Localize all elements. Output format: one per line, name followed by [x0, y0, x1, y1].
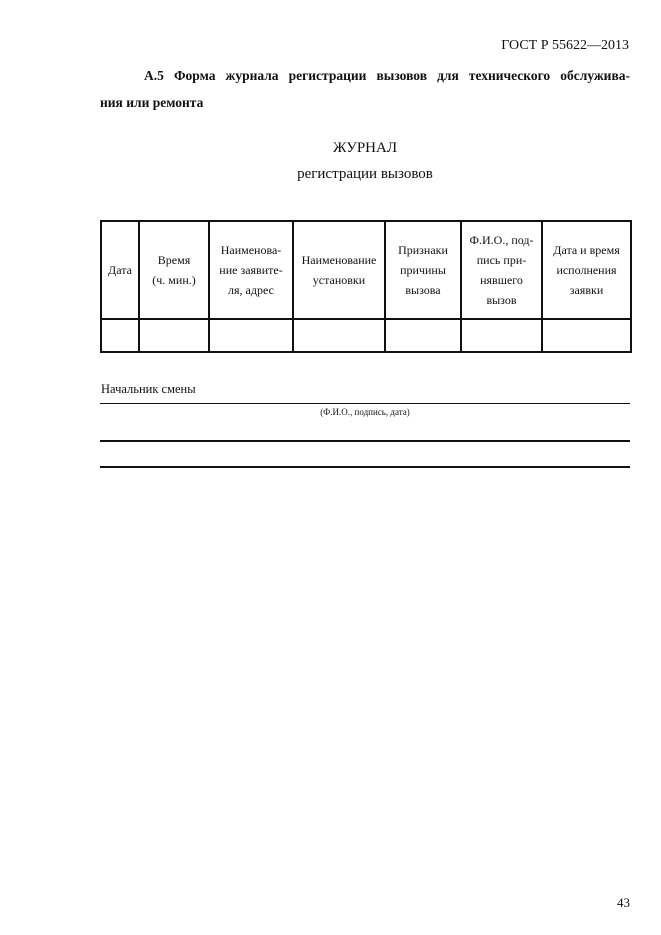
journal-title: ЖУРНАЛ — [332, 140, 398, 156]
table-cell — [209, 319, 293, 352]
header-line: заявки — [569, 283, 604, 297]
header-line: установки — [312, 273, 366, 287]
section-heading — [100, 62, 630, 116]
table-cell — [461, 319, 542, 352]
column-header-receiver — [461, 221, 542, 319]
table-cell — [293, 319, 385, 352]
header-line: (ч. мин.) — [152, 273, 196, 287]
divider-line — [100, 466, 630, 468]
signature-label: Начальник смены — [101, 382, 196, 396]
header-line: пись при- — [476, 253, 527, 267]
header-line: Наименова- — [220, 243, 282, 257]
header-line: причины — [400, 263, 446, 277]
table-cell — [542, 319, 631, 352]
header-line: вызов — [486, 293, 517, 307]
table-row — [101, 319, 631, 352]
journal-table — [100, 220, 632, 353]
table-cell — [385, 319, 461, 352]
column-header-applicant — [209, 221, 293, 319]
header-line: Время — [157, 253, 191, 267]
standard-number: ГОСТ Р 55622—2013 — [501, 38, 629, 53]
column-header-time — [139, 221, 209, 319]
section-heading-line-2: ния или ремонта — [100, 95, 204, 110]
header-line: Ф.И.О., под- — [469, 233, 534, 247]
header-line: Дата — [108, 263, 132, 277]
header-line: ля, адрес — [228, 283, 274, 297]
header-line: ние заявите- — [219, 263, 283, 277]
table-cell — [139, 319, 209, 352]
signature-line — [100, 403, 630, 404]
journal-subtitle: регистрации вызовов — [297, 166, 433, 182]
column-header-installation — [293, 221, 385, 319]
table-header-row — [101, 221, 631, 319]
header-line: нявшего — [480, 273, 523, 287]
header-line: Наименование — [301, 253, 377, 267]
column-header-completion — [542, 221, 631, 319]
header-line: Признаки — [398, 243, 448, 257]
table-cell — [101, 319, 139, 352]
header-line: Дата и время — [553, 243, 620, 257]
header-line: вызова — [405, 283, 441, 297]
divider-line — [100, 440, 630, 442]
section-heading-line-1: А.5 Форма журнала регистрации вызовов для технического обслужива- — [144, 68, 630, 83]
signature-hint: (Ф.И.О., подпись, дата) — [320, 407, 410, 417]
header-line: исполнения — [556, 263, 617, 277]
column-header-date — [101, 221, 139, 319]
column-header-call-reasons — [385, 221, 461, 319]
page-number: 43 — [617, 895, 630, 910]
